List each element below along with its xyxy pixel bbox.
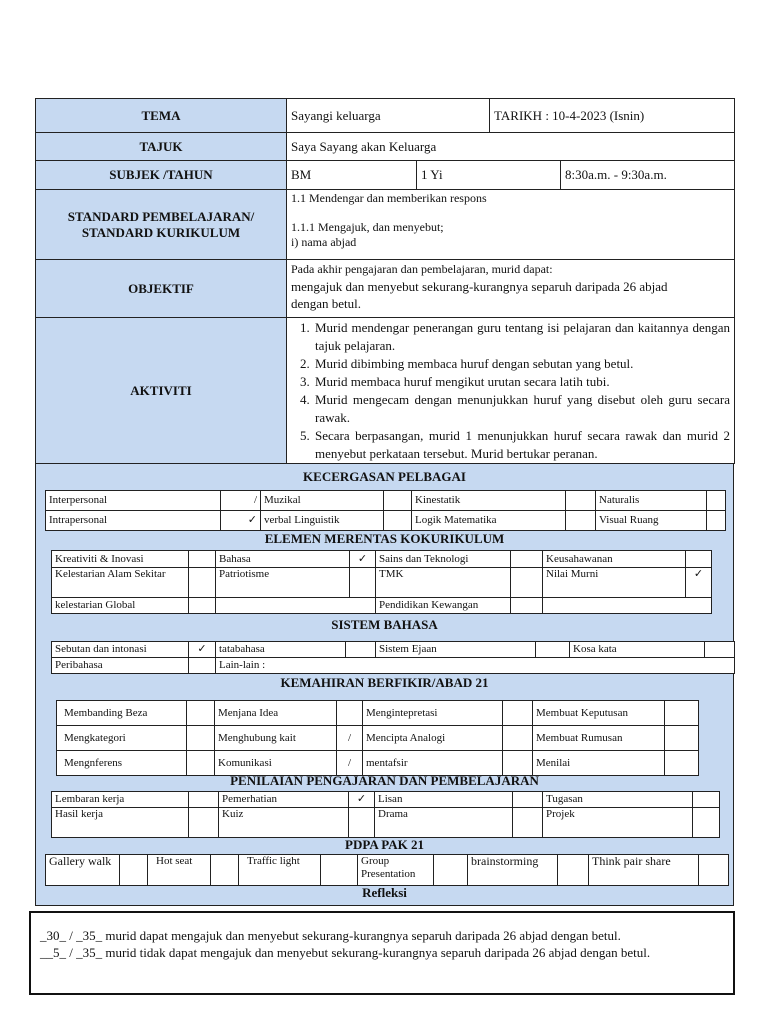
check-box	[693, 792, 720, 808]
cell: Hot seat	[148, 855, 211, 886]
check-box	[503, 751, 533, 776]
cell: Logik Matematika	[412, 511, 566, 531]
kecergasan-table	[45, 490, 726, 531]
refleksi-title: Refleksi	[362, 885, 407, 900]
check-box	[707, 511, 726, 531]
standard-label-line-1: STANDARD PEMBELAJARAN/	[67, 208, 255, 224]
cell: Drama	[375, 808, 513, 838]
standard-line-3: i) nama abjad	[291, 235, 357, 249]
cell: Menjana Idea	[215, 701, 337, 726]
aktiviti-item: 2. Murid dibimbing membaca huruf dengan sebutan yang betul.	[313, 355, 730, 373]
subjek-label: SUBJEK /TAHUN	[36, 161, 287, 190]
aktiviti-item: 3. Murid membaca huruf mengikut urutan secara latih tubi.	[313, 373, 730, 391]
refleksi-line-1: _30_ / _35_ murid dapat mengajuk dan menyebut sekurang-kurangnya separuh daripada 26 abjad dengan betul.	[40, 928, 621, 943]
cell: Sistem Ejaan	[376, 642, 536, 658]
penilaian-table	[51, 791, 720, 838]
cell: Mengintepretasi	[363, 701, 503, 726]
tema-label: TEMA	[36, 99, 287, 133]
tarikh-value: TARIKH : 10-4-2023 (Isnin)	[490, 99, 735, 133]
check-box	[665, 726, 699, 751]
cell: Membuat Rumusan	[533, 726, 665, 751]
check-box	[566, 511, 596, 531]
check-box	[503, 726, 533, 751]
check-box	[513, 808, 543, 838]
check-box	[699, 855, 729, 886]
check-box	[187, 751, 215, 776]
cell: kelestarian Global	[52, 598, 189, 614]
cell: Naturalis	[596, 491, 707, 511]
subjek-value: BM	[287, 161, 417, 190]
cell: Kosa kata	[570, 642, 705, 658]
check-box	[686, 551, 712, 568]
check-mark: /	[337, 751, 363, 776]
check-box	[503, 701, 533, 726]
check-mark: ✓	[189, 642, 216, 658]
cell: Nilai Murni	[543, 568, 686, 598]
standard-line-2: 1.1.1 Mengajuk, dan menyebut;	[291, 220, 444, 234]
check-box	[211, 855, 239, 886]
lesson-header-table	[35, 98, 735, 464]
tajuk-value: Saya Sayang akan Keluarga	[287, 133, 735, 161]
cell: Kinestatik	[412, 491, 566, 511]
elemen-table	[51, 550, 712, 614]
cell: Peribahasa	[52, 658, 189, 674]
sistem-bahasa-title: SISTEM BAHASA	[331, 617, 438, 632]
cell: Bahasa	[216, 551, 350, 568]
standard-label-line-2: STANDARD KURIKULUM	[81, 224, 241, 240]
check-mark: ✓	[349, 792, 375, 808]
standard-line-1: 1.1 Mendengar dan memberikan respons	[291, 191, 487, 205]
objektif-line-2: mengajuk dan menyebut sekurang-kurangnya separuh daripada 26 abjad dengan betul.	[291, 279, 668, 311]
pdpa-title: PDPA PAK 21	[345, 837, 424, 852]
check-box	[665, 751, 699, 776]
standard-value	[287, 190, 735, 260]
check-box	[189, 598, 216, 614]
check-box	[511, 598, 543, 614]
elemen-title: ELEMEN MERENTAS KOKURIKULUM	[264, 531, 505, 546]
check-box	[321, 855, 358, 886]
cell: Menilai	[533, 751, 665, 776]
cell: Patriotisme	[216, 568, 350, 598]
cell: Group Presentation	[358, 855, 434, 886]
check-mark: /	[221, 491, 261, 511]
check-box	[187, 726, 215, 751]
masa-value: 8:30a.m. - 9:30a.m.	[561, 161, 735, 190]
aktiviti-list	[291, 319, 730, 463]
check-box	[346, 642, 376, 658]
cell: Visual Ruang	[596, 511, 707, 531]
cell	[543, 598, 712, 614]
cell: Gallery walk	[46, 855, 120, 886]
check-mark: /	[337, 726, 363, 751]
cell: Think pair share	[589, 855, 699, 886]
cell: Muzikal	[261, 491, 384, 511]
objektif-value	[287, 260, 735, 318]
tajuk-label: TAJUK	[36, 133, 287, 161]
check-box	[558, 855, 589, 886]
check-box	[350, 568, 376, 598]
aktiviti-value	[287, 318, 735, 464]
check-box	[705, 642, 735, 658]
aktiviti-item: 1. Murid mendengar penerangan guru tentang isi pelajaran dan kaitannya dengan tajuk pelajaran.	[313, 319, 730, 355]
check-box	[189, 792, 219, 808]
cell: Projek	[543, 808, 693, 838]
check-box	[189, 658, 216, 674]
kemahiran-table	[56, 700, 699, 776]
check-box	[384, 511, 412, 531]
objektif-label: OBJEKTIF	[36, 260, 287, 318]
check-box	[349, 808, 375, 838]
objektif-line-1: Pada akhir pengajaran dan pembelajaran, murid dapat:	[291, 262, 553, 276]
check-box	[511, 551, 543, 568]
cell: Sains dan Teknologi	[376, 551, 511, 568]
check-mark: ✓	[221, 511, 261, 531]
tema-value: Sayangi keluarga	[287, 99, 490, 133]
cell: Tugasan	[543, 792, 693, 808]
cell	[216, 598, 376, 614]
cell: Traffic light	[239, 855, 321, 886]
check-mark: ✓	[350, 551, 376, 568]
check-box	[384, 491, 412, 511]
check-box	[189, 568, 216, 598]
cell: Kuiz	[219, 808, 349, 838]
cell: brainstorming	[468, 855, 558, 886]
cell: verbal Linguistik	[261, 511, 384, 531]
cell: mentafsir	[363, 751, 503, 776]
check-box	[511, 568, 543, 598]
kecergasan-title: KECERGASAN PELBAGAI	[303, 469, 466, 484]
cell: Menghubung kait	[215, 726, 337, 751]
cell: Kelestarian Alam Sekitar	[52, 568, 189, 598]
penilaian-title: PENILAIAN PENGAJARAN DAN PEMBELAJARAN	[230, 773, 539, 788]
cell: Intrapersonal	[46, 511, 221, 531]
check-box	[693, 808, 720, 838]
refleksi-line-2: __5_ / _35_ murid tidak dapat mengajuk dan menyebut sekurang-kurangnya separuh daripada 26 abjad dengan betul.	[40, 945, 651, 960]
cell: Membanding Beza	[57, 701, 187, 726]
cell: Hasil kerja	[52, 808, 189, 838]
cell: TMK	[376, 568, 511, 598]
check-box	[189, 808, 219, 838]
aktiviti-item: 5. Secara berpasangan, murid 1 menunjukkan huruf secara rawak dan murid 2 menyebut perkataan tersebut. Murid bertukar peranan.	[313, 427, 730, 463]
refleksi-box	[29, 911, 735, 995]
cell: Interpersonal	[46, 491, 221, 511]
cell: Pendidikan Kewangan	[376, 598, 511, 614]
check-box	[189, 551, 216, 568]
check-box	[120, 855, 148, 886]
standard-label	[36, 190, 287, 260]
tahun-value: 1 Yi	[417, 161, 561, 190]
cell: Mencipta Analogi	[363, 726, 503, 751]
aktiviti-item: 4. Murid mengecam dengan menunjukkan huruf yang disebut oleh guru secara rawak.	[313, 391, 730, 427]
cell: Mengkategori	[57, 726, 187, 751]
cell: Lisan	[375, 792, 513, 808]
check-box	[434, 855, 468, 886]
aktiviti-label: AKTIVITI	[36, 318, 287, 464]
check-box	[187, 701, 215, 726]
sistem-bahasa-table	[51, 641, 735, 674]
cell: Keusahawanan	[543, 551, 686, 568]
cell: tatabahasa	[216, 642, 346, 658]
cell: Lembaran kerja	[52, 792, 189, 808]
lower-section	[35, 463, 734, 906]
cell: Membuat Keputusan	[533, 701, 665, 726]
cell: Lain-lain :	[216, 658, 735, 674]
cell: Pemerhatian	[219, 792, 349, 808]
check-box	[337, 701, 363, 726]
check-box	[513, 792, 543, 808]
cell: Sebutan dan intonasi	[52, 642, 189, 658]
cell: Komunikasi	[215, 751, 337, 776]
cell: Mengnferens	[57, 751, 187, 776]
pdpa-table	[45, 854, 729, 886]
kemahiran-title: KEMAHIRAN BERFIKIR/ABAD 21	[280, 675, 489, 690]
check-box	[536, 642, 570, 658]
check-box	[707, 491, 726, 511]
check-box	[665, 701, 699, 726]
check-mark: ✓	[686, 568, 712, 598]
cell: Kreativiti & Inovasi	[52, 551, 189, 568]
check-box	[566, 491, 596, 511]
